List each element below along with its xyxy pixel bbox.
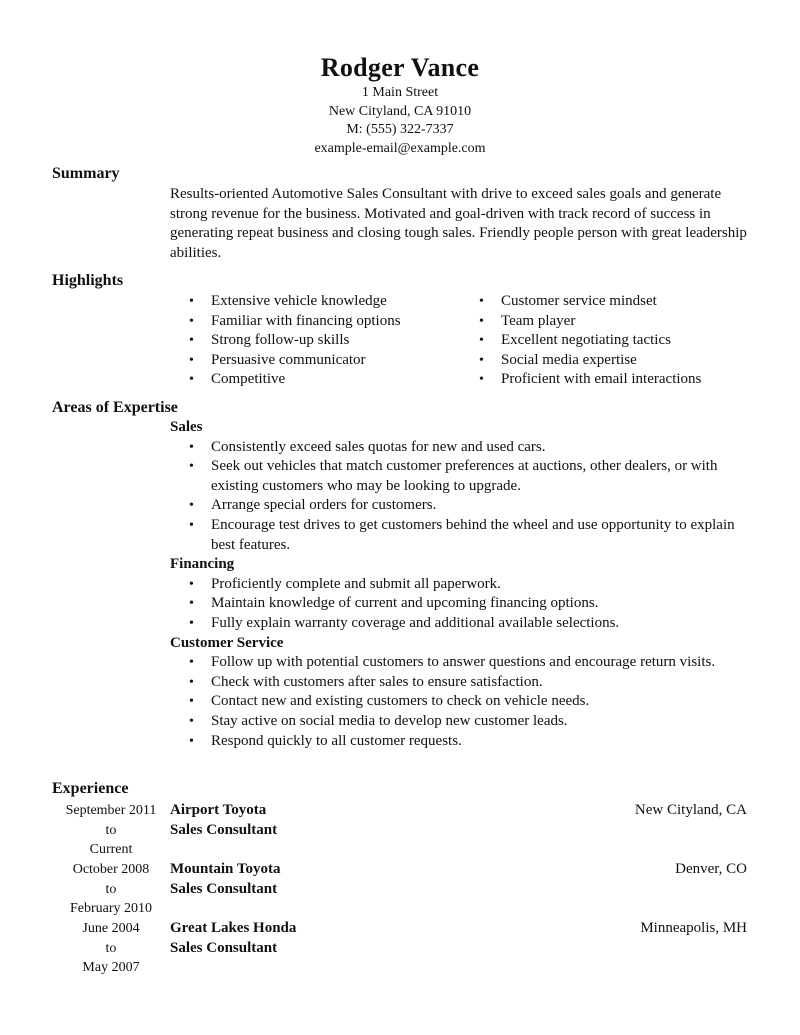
highlights-right-column bbox=[460, 292, 760, 390]
expertise-section bbox=[170, 418, 750, 751]
resume-header bbox=[0, 52, 800, 158]
bullet-icon: • bbox=[189, 674, 194, 690]
company-name: Great Lakes Honda bbox=[170, 920, 297, 936]
bullet-icon: • bbox=[189, 372, 194, 388]
job-location: Denver, CO bbox=[675, 861, 747, 877]
employment-dates bbox=[52, 919, 170, 978]
experience-heading: Experience bbox=[52, 780, 129, 797]
employment-dates bbox=[52, 801, 170, 860]
list-item: • Fully explain warranty coverage and additional available selections. bbox=[170, 614, 750, 634]
list-item: • Excellent negotiating tactics bbox=[460, 331, 760, 351]
list-item: • Familiar with financing options bbox=[170, 312, 460, 332]
bullet-icon: • bbox=[189, 615, 194, 631]
bullet-icon: • bbox=[189, 352, 194, 368]
employment-dates bbox=[52, 860, 170, 919]
bullet-icon: • bbox=[189, 733, 194, 749]
experience-entry bbox=[0, 860, 800, 919]
job-location: New Cityland, CA bbox=[634, 802, 747, 818]
bullet-icon: • bbox=[189, 713, 194, 729]
list-item: • Seek out vehicles that match customer preferences at auctions, other dealers, or with existing customers who may be looking to upgrade. bbox=[189, 458, 718, 494]
bullet-icon: • bbox=[189, 294, 194, 309]
list-item: • Team player bbox=[460, 312, 760, 332]
address-line-2: New Cityland, CA 91010 bbox=[328, 103, 472, 119]
list-item: • Competitive bbox=[170, 370, 460, 390]
list-item: • Customer service mindset bbox=[460, 292, 760, 312]
highlights-left-list bbox=[170, 292, 460, 390]
list-item: • Persuasive communicator bbox=[170, 351, 460, 371]
bullet-icon: • bbox=[189, 655, 194, 671]
summary-heading: Summary bbox=[52, 165, 120, 182]
bullet-icon: • bbox=[189, 576, 194, 592]
end-date: February 2010 bbox=[69, 901, 153, 917]
bullet-icon: • bbox=[479, 294, 484, 309]
phone-number: M: (555) 322-7337 bbox=[346, 122, 454, 137]
bullet-icon: • bbox=[479, 333, 484, 349]
list-item: • Follow up with potential customers to answer questions and encourage return visits. bbox=[170, 653, 750, 673]
summary-text: Results-oriented Automotive Sales Consultant with drive to exceed sales goals and generate strong revenue for the business. Motivated and goal-driven with track record of success in generating repeat business and closing tough sales. Friendly people person with great leadership abilities. bbox=[170, 186, 747, 261]
list-item: • Proficiently complete and submit all paperwork. bbox=[170, 575, 750, 595]
start-date: October 2008 bbox=[72, 862, 150, 877]
list-item: • Stay active on social media to develop new customer leads. bbox=[170, 712, 750, 732]
end-date: May 2007 bbox=[82, 960, 140, 976]
bullet-icon: • bbox=[479, 313, 484, 329]
list-item: • Contact new and existing customers to check on vehicle needs. bbox=[170, 692, 750, 712]
list-item: • Extensive vehicle knowledge bbox=[170, 292, 460, 312]
email-address: example-email@example.com bbox=[314, 140, 486, 156]
list-item: • Arrange special orders for customers. bbox=[170, 496, 750, 516]
bullet-icon: • bbox=[189, 498, 194, 514]
bullet-icon: • bbox=[189, 694, 194, 710]
expertise-financing-heading: Financing bbox=[170, 556, 235, 573]
expertise-sales-list bbox=[170, 438, 750, 556]
bullet-icon: • bbox=[189, 313, 194, 329]
job-location: Minneapolis, MH bbox=[640, 920, 747, 936]
list-item: • Check with customers after sales to ensure satisfaction. bbox=[170, 673, 750, 693]
bullet-icon: • bbox=[479, 372, 484, 388]
start-date: June 2004 bbox=[82, 921, 140, 936]
end-date: Current bbox=[89, 842, 133, 858]
list-item: • Strong follow-up skills bbox=[170, 331, 460, 351]
expertise-heading: Areas of Expertise bbox=[52, 399, 178, 416]
candidate-name: Rodger Vance bbox=[320, 53, 480, 82]
list-item: • Maintain knowledge of current and upcoming financing options. bbox=[170, 594, 750, 614]
job-title: Sales Consultant bbox=[170, 939, 278, 956]
company-name: Airport Toyota bbox=[170, 802, 267, 818]
date-separator: to bbox=[105, 822, 117, 838]
job-title: Sales Consultant bbox=[170, 880, 278, 897]
expertise-sales-heading: Sales bbox=[170, 419, 203, 435]
date-separator: to bbox=[105, 881, 117, 897]
expertise-financing-list bbox=[170, 575, 750, 634]
date-separator: to bbox=[105, 940, 117, 956]
list-item: • Social media expertise bbox=[460, 351, 760, 371]
highlights-right-list bbox=[460, 292, 760, 390]
list-item: • Consistently exceed sales quotas for new and used cars. bbox=[170, 438, 750, 458]
expertise-customer-service-list bbox=[170, 653, 750, 751]
list-item: • Respond quickly to all customer requests. bbox=[170, 732, 750, 752]
bullet-icon: • bbox=[189, 333, 194, 349]
experience-entry bbox=[0, 919, 800, 978]
job-title: Sales Consultant bbox=[170, 821, 278, 838]
experience-entry bbox=[0, 801, 800, 860]
list-item: • Proficient with email interactions bbox=[460, 370, 760, 390]
bullet-icon: • bbox=[189, 439, 194, 455]
bullet-icon: • bbox=[189, 596, 194, 612]
company-name: Mountain Toyota bbox=[170, 861, 281, 877]
bullet-icon: • bbox=[189, 459, 194, 475]
start-date: September 2011 bbox=[65, 803, 157, 818]
list-item: • Encourage test drives to get customers behind the wheel and use opportunity to explain best features. bbox=[189, 516, 735, 553]
highlights-heading: Highlights bbox=[52, 272, 124, 289]
highlights-left-column bbox=[170, 292, 460, 390]
expertise-customer-service-heading: Customer Service bbox=[170, 634, 284, 651]
address-line-1: 1 Main Street bbox=[361, 85, 439, 100]
bullet-icon: • bbox=[479, 352, 484, 368]
bullet-icon: • bbox=[189, 517, 194, 533]
